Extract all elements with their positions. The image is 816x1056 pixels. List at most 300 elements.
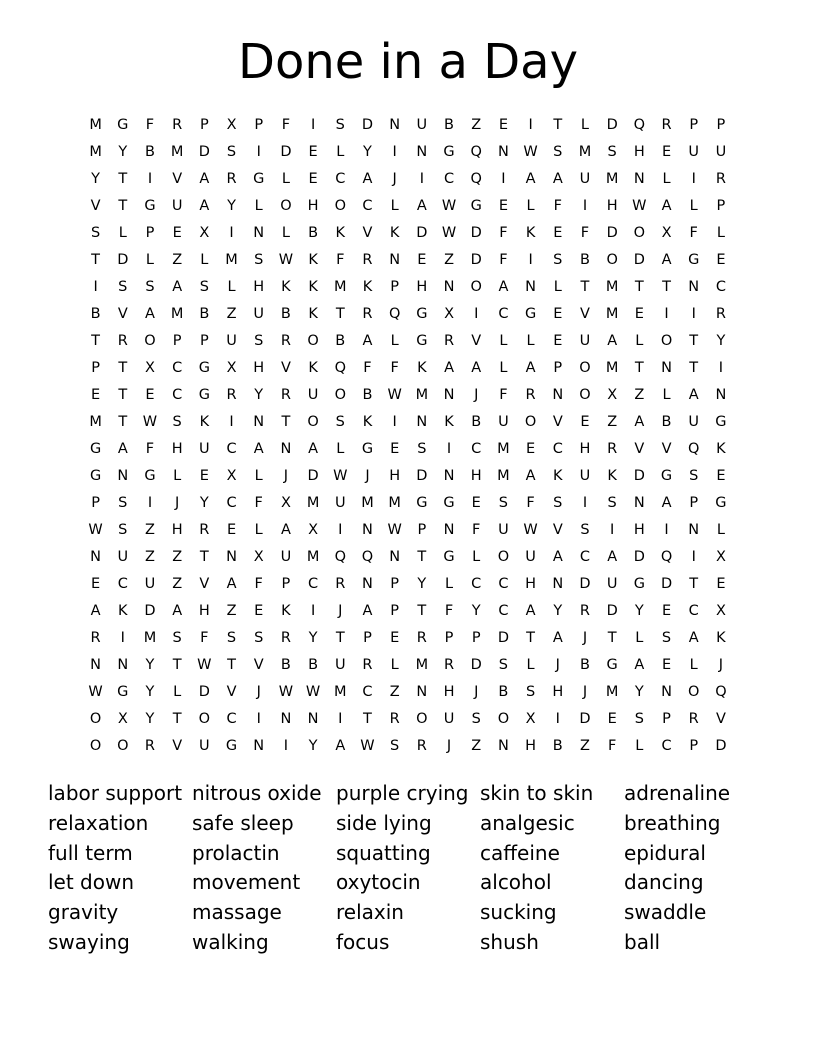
grid-row — [82, 517, 736, 544]
grid-letter: T — [227, 657, 236, 673]
grid-letter: M — [225, 252, 238, 268]
grid-letter: D — [497, 630, 509, 646]
grid-letter: V — [362, 225, 373, 241]
grid-letter: E — [172, 225, 182, 241]
grid-letter: I — [310, 117, 316, 133]
grid-letter: A — [607, 333, 618, 349]
grid-letter: U — [334, 657, 346, 673]
grid-letter: F — [145, 117, 155, 133]
grid-letter: W — [142, 414, 158, 430]
grid-letter: A — [688, 630, 699, 646]
grid-letter: N — [688, 522, 700, 538]
grid-letter: V — [172, 171, 183, 187]
grid-letter: R — [117, 333, 128, 349]
grid-letter: B — [362, 387, 373, 403]
grid-row — [82, 571, 736, 598]
grid-letter: N — [633, 171, 645, 187]
grid-letter: R — [443, 657, 455, 673]
grid-letter: I — [528, 252, 533, 268]
grid-letter: S — [390, 738, 400, 754]
grid-letter: I — [229, 225, 234, 241]
grid-letter: Y — [227, 198, 236, 214]
grid-letter: U — [688, 414, 700, 430]
grid-letter: G — [524, 306, 537, 322]
grid-letter: K — [417, 360, 427, 376]
grid-letter: R — [362, 252, 373, 268]
grid-letter: S — [254, 630, 264, 646]
grid-letter: G — [198, 360, 210, 376]
grid-letter: M — [605, 360, 619, 376]
grid-letter: A — [552, 630, 563, 646]
grid-letter: A — [498, 279, 509, 295]
word-list-item: breathing — [624, 810, 721, 835]
grid-letter: E — [145, 387, 155, 403]
grid-letter: R — [416, 630, 427, 646]
grid-letter: T — [634, 360, 644, 376]
grid-letter: V — [661, 441, 672, 457]
grid-letter: L — [390, 333, 399, 349]
grid-letter: N — [497, 144, 509, 160]
grid-letter: S — [607, 495, 617, 511]
grid-letter: T — [553, 117, 563, 133]
grid-letter: E — [308, 171, 318, 187]
grid-letter: S — [199, 279, 209, 295]
grid-letter: L — [254, 198, 263, 214]
grid-letter: F — [526, 495, 535, 511]
grid-letter: R — [715, 171, 726, 187]
grid-letter: E — [580, 414, 590, 430]
grid-letter: A — [362, 603, 373, 619]
grid-letter: K — [525, 225, 536, 241]
grid-letter: J — [555, 657, 560, 673]
grid-letter: Y — [308, 630, 318, 646]
grid-letter: I — [338, 711, 343, 727]
grid-letter: S — [226, 630, 237, 646]
grid-letter: E — [553, 225, 563, 241]
grid-letter: O — [660, 333, 673, 349]
grid-letter: R — [607, 441, 618, 457]
grid-letter: G — [470, 198, 482, 214]
grid-letter: G — [117, 117, 129, 133]
grid-letter: D — [660, 576, 673, 592]
grid-letter: I — [664, 522, 669, 538]
grid-letter: I — [256, 144, 261, 160]
grid-letter: P — [390, 603, 400, 619]
grid-letter: H — [307, 198, 319, 214]
grid-letter: E — [634, 306, 644, 322]
grid-letter: G — [688, 252, 700, 268]
grid-letter: K — [389, 225, 400, 241]
grid-letter: P — [471, 630, 481, 646]
grid-letter: U — [579, 468, 591, 484]
grid-letter: Z — [607, 414, 618, 430]
grid-letter: P — [91, 495, 100, 511]
grid-letter: L — [662, 387, 671, 403]
grid-letter: U — [443, 711, 455, 727]
grid-letter: S — [226, 144, 237, 160]
grid-letter: B — [144, 144, 155, 160]
grid-letter: F — [499, 387, 508, 403]
word-list-item: epidural — [624, 840, 706, 865]
grid-letter: J — [718, 657, 724, 673]
grid-letter: A — [253, 441, 264, 457]
grid-letter: A — [525, 468, 536, 484]
grid-letter: Z — [444, 252, 454, 268]
word-list-item: side lying — [336, 810, 432, 835]
grid-letter: B — [579, 252, 590, 268]
grid-letter: J — [474, 387, 479, 403]
grid-letter: L — [716, 522, 725, 538]
grid-letter: R — [90, 630, 101, 646]
grid-letter: R — [362, 657, 373, 673]
grid-row — [82, 652, 736, 679]
grid-letter: A — [280, 522, 291, 538]
grid-letter: C — [172, 360, 183, 376]
grid-letter: B — [579, 657, 590, 673]
grid-letter: H — [633, 522, 645, 538]
grid-letter: A — [525, 171, 536, 187]
grid-letter: Y — [417, 576, 427, 592]
grid-letter: M — [89, 117, 102, 133]
word-list-item: prolactin — [192, 840, 280, 865]
grid-letter: E — [226, 522, 237, 538]
grid-letter: L — [635, 630, 644, 646]
grid-letter: T — [281, 414, 291, 430]
grid-letter: D — [307, 468, 319, 484]
grid-letter: T — [580, 279, 590, 295]
grid-letter: F — [444, 603, 454, 619]
grid-letter: V — [715, 711, 726, 727]
grid-letter: D — [470, 657, 482, 673]
grid-letter: I — [528, 117, 533, 133]
grid-letter: F — [580, 225, 590, 241]
grid-letter: T — [417, 603, 427, 619]
grid-letter: J — [582, 630, 588, 646]
grid-letter: C — [579, 549, 591, 565]
grid-row — [82, 625, 736, 652]
grid-letter: B — [335, 333, 346, 349]
grid-letter: P — [254, 117, 264, 133]
grid-letter: S — [471, 711, 481, 727]
grid-letter: O — [334, 387, 346, 403]
grid-letter: C — [172, 387, 183, 403]
word-list-item: let down — [48, 870, 135, 895]
grid-letter: I — [691, 549, 696, 565]
grid-letter: S — [525, 684, 536, 700]
grid-letter: Y — [199, 495, 209, 511]
grid-letter: E — [607, 711, 617, 727]
grid-letter: L — [336, 441, 345, 457]
grid-letter: V — [90, 198, 101, 214]
word-list-item: swaddle — [624, 900, 707, 925]
grid-letter: R — [525, 387, 536, 403]
grid-letter: Q — [715, 684, 727, 700]
grid-letter: M — [497, 468, 510, 484]
grid-letter: Z — [389, 684, 400, 700]
grid-letter: U — [199, 441, 210, 457]
grid-letter: F — [499, 225, 508, 241]
grid-letter: G — [633, 576, 645, 592]
grid-letter: A — [172, 603, 183, 619]
grid-letter: L — [499, 333, 508, 349]
grid-letter: U — [117, 549, 129, 565]
grid-letter: T — [363, 711, 372, 727]
grid-letter: P — [390, 576, 400, 592]
grid-letter: A — [661, 495, 672, 511]
grid-letter: Y — [254, 387, 264, 403]
grid-row — [82, 733, 736, 760]
grid-letter: T — [118, 360, 128, 376]
word-list-item: skin to skin — [480, 781, 594, 805]
grid-row — [82, 301, 736, 328]
grid-letter: Y — [118, 144, 128, 160]
grid-letter: T — [526, 630, 536, 646]
grid-letter: I — [310, 603, 316, 619]
grid-letter: P — [172, 333, 182, 349]
grid-letter: E — [417, 252, 427, 268]
grid-letter: T — [172, 657, 182, 673]
grid-letter: T — [689, 360, 699, 376]
grid-letter: L — [526, 657, 535, 673]
grid-letter: W — [523, 522, 538, 538]
page-title: Done in a Day — [237, 34, 578, 90]
word-list-item: shush — [480, 929, 539, 954]
grid-row — [82, 409, 736, 436]
grid-letter: X — [145, 360, 155, 376]
grid-letter: J — [392, 171, 397, 187]
grid-letter: V — [226, 684, 237, 700]
grid-letter: J — [175, 495, 180, 511]
grid-letter: I — [582, 198, 588, 214]
grid-row — [82, 436, 736, 463]
grid-letter: B — [280, 306, 291, 322]
grid-letter: I — [501, 171, 506, 187]
grid-letter: P — [199, 333, 209, 349]
grid-letter: A — [199, 198, 210, 214]
grid-letter: Y — [145, 657, 155, 673]
grid-letter: Z — [634, 387, 645, 403]
grid-letter: C — [226, 495, 237, 511]
word-list-item: focus — [336, 929, 390, 954]
word-list-item: relaxation — [48, 810, 149, 835]
word-list-item: movement — [192, 870, 301, 895]
grid-letter: V — [580, 306, 590, 322]
grid-letter: I — [256, 711, 261, 727]
grid-letter: C — [552, 441, 563, 457]
grid-letter: L — [254, 468, 263, 484]
grid-letter: F — [472, 522, 481, 538]
grid-letter: B — [90, 306, 101, 322]
grid-letter: W — [441, 225, 457, 241]
word-list-item: caffeine — [480, 840, 560, 865]
grid-row — [82, 112, 736, 139]
grid-letter: S — [580, 522, 590, 538]
grid-letter: G — [443, 495, 455, 511]
grid-letter: E — [716, 576, 726, 592]
grid-row — [82, 679, 736, 706]
grid-letter: T — [335, 306, 345, 322]
grid-letter: J — [338, 603, 343, 619]
word-list-item: labor support — [48, 781, 183, 805]
grid-letter: X — [715, 549, 726, 565]
grid-letter: D — [361, 117, 374, 133]
grid-letter: N — [443, 522, 455, 538]
grid-letter: G — [416, 333, 428, 349]
grid-letter: S — [335, 117, 345, 133]
grid-letter: T — [91, 252, 101, 268]
word-list-item: relaxin — [336, 900, 404, 925]
grid-letter: T — [689, 333, 699, 349]
grid-letter: C — [498, 576, 509, 592]
grid-letter: I — [474, 306, 479, 322]
grid-letter: A — [661, 252, 672, 268]
grid-letter: R — [144, 738, 155, 754]
grid-letter: E — [661, 657, 672, 673]
grid-letter: F — [689, 225, 698, 241]
grid-letter: C — [308, 576, 319, 592]
grid-letter: N — [443, 279, 455, 295]
grid-letter: S — [689, 468, 699, 484]
grid-letter: P — [689, 738, 699, 754]
word-list-item: swaying — [48, 929, 130, 954]
grid-letter: E — [661, 603, 672, 619]
grid-letter: T — [172, 711, 182, 727]
grid-letter: K — [199, 414, 210, 430]
grid-letter: J — [446, 738, 452, 754]
grid-letter: Z — [145, 549, 155, 565]
grid-letter: F — [363, 360, 372, 376]
grid-letter: Z — [172, 549, 183, 565]
grid-row — [82, 355, 736, 382]
grid-letter: F — [499, 252, 508, 268]
grid-letter: L — [689, 657, 698, 673]
grid-letter: B — [661, 414, 672, 430]
grid-letter: P — [716, 117, 726, 133]
grid-row — [82, 382, 736, 409]
grid-letter: I — [229, 414, 234, 430]
grid-letter: W — [523, 144, 538, 160]
grid-letter: P — [689, 495, 699, 511]
grid-letter: B — [280, 657, 291, 673]
grid-letter: S — [553, 144, 563, 160]
grid-letter: D — [633, 549, 645, 565]
grid-letter: K — [118, 603, 128, 619]
grid-row — [82, 544, 736, 571]
word-list-item: nitrous oxide — [192, 781, 322, 805]
letter-grid — [82, 112, 736, 760]
grid-letter: A — [145, 306, 155, 322]
grid-letter: N — [90, 549, 102, 565]
grid-letter: L — [499, 360, 508, 376]
grid-letter: A — [444, 360, 454, 376]
grid-letter: S — [417, 441, 427, 457]
grid-letter: N — [117, 468, 129, 484]
grid-letter: G — [361, 441, 374, 457]
grid-letter: P — [91, 360, 100, 376]
grid-letter: G — [144, 198, 156, 214]
word-list-item: full term — [48, 840, 133, 865]
grid-letter: I — [93, 279, 98, 295]
grid-letter: A — [199, 171, 210, 187]
grid-letter: Y — [363, 144, 372, 160]
grid-letter: T — [417, 549, 427, 565]
grid-letter: S — [90, 225, 101, 241]
grid-letter: D — [416, 468, 428, 484]
grid-letter: Y — [471, 603, 481, 619]
grid-letter: O — [280, 198, 292, 214]
grid-letter: A — [688, 387, 699, 403]
grid-letter: V — [199, 576, 210, 592]
grid-letter: N — [443, 387, 455, 403]
grid-letter: T — [91, 333, 101, 349]
grid-letter: G — [416, 306, 428, 322]
grid-letter: T — [118, 171, 128, 187]
grid-letter: H — [198, 603, 210, 619]
grid-letter: S — [118, 522, 128, 538]
grid-letter: B — [308, 657, 319, 673]
grid-letter: U — [334, 495, 346, 511]
grid-letter: M — [170, 306, 184, 322]
grid-letter: F — [390, 360, 399, 376]
grid-letter: N — [362, 576, 373, 592]
grid-letter: N — [280, 441, 292, 457]
grid-letter: N — [253, 414, 265, 430]
grid-letter: R — [280, 333, 291, 349]
grid-letter: M — [361, 495, 374, 511]
grid-letter: P — [390, 279, 400, 295]
grid-letter: S — [254, 252, 264, 268]
grid-letter: E — [716, 468, 726, 484]
grid-letter: I — [718, 360, 724, 376]
grid-letter: T — [634, 279, 644, 295]
grid-letter: O — [470, 279, 482, 295]
grid-letter: R — [280, 387, 291, 403]
grid-letter: T — [689, 576, 699, 592]
grid-letter: K — [308, 306, 318, 322]
grid-row — [82, 193, 736, 220]
grid-letter: N — [307, 711, 319, 727]
grid-letter: R — [416, 738, 427, 754]
grid-letter: M — [605, 306, 619, 322]
grid-letter: K — [444, 414, 454, 430]
grid-letter: Y — [716, 333, 726, 349]
grid-letter: I — [664, 306, 669, 322]
grid-letter: T — [607, 630, 617, 646]
grid-letter: T — [335, 630, 345, 646]
grid-letter: O — [497, 711, 510, 727]
grid-letter: R — [661, 117, 672, 133]
grid-letter: H — [525, 576, 537, 592]
grid-letter: L — [336, 144, 345, 160]
grid-letter: H — [389, 468, 401, 484]
word-list-item: ball — [624, 929, 661, 954]
grid-letter: G — [715, 414, 727, 430]
grid-letter: J — [474, 684, 479, 700]
word-list-item: squatting — [336, 840, 431, 865]
grid-letter: S — [553, 252, 563, 268]
grid-letter: C — [498, 603, 509, 619]
grid-letter: N — [226, 549, 237, 565]
grid-letter: X — [226, 360, 237, 376]
grid-letter: T — [118, 387, 128, 403]
grid-letter: E — [716, 252, 726, 268]
word-list — [48, 779, 768, 958]
grid-letter: R — [335, 576, 346, 592]
grid-letter: Q — [334, 549, 346, 565]
grid-letter: X — [117, 711, 128, 727]
grid-letter: O — [334, 198, 346, 214]
grid-letter: E — [390, 630, 400, 646]
